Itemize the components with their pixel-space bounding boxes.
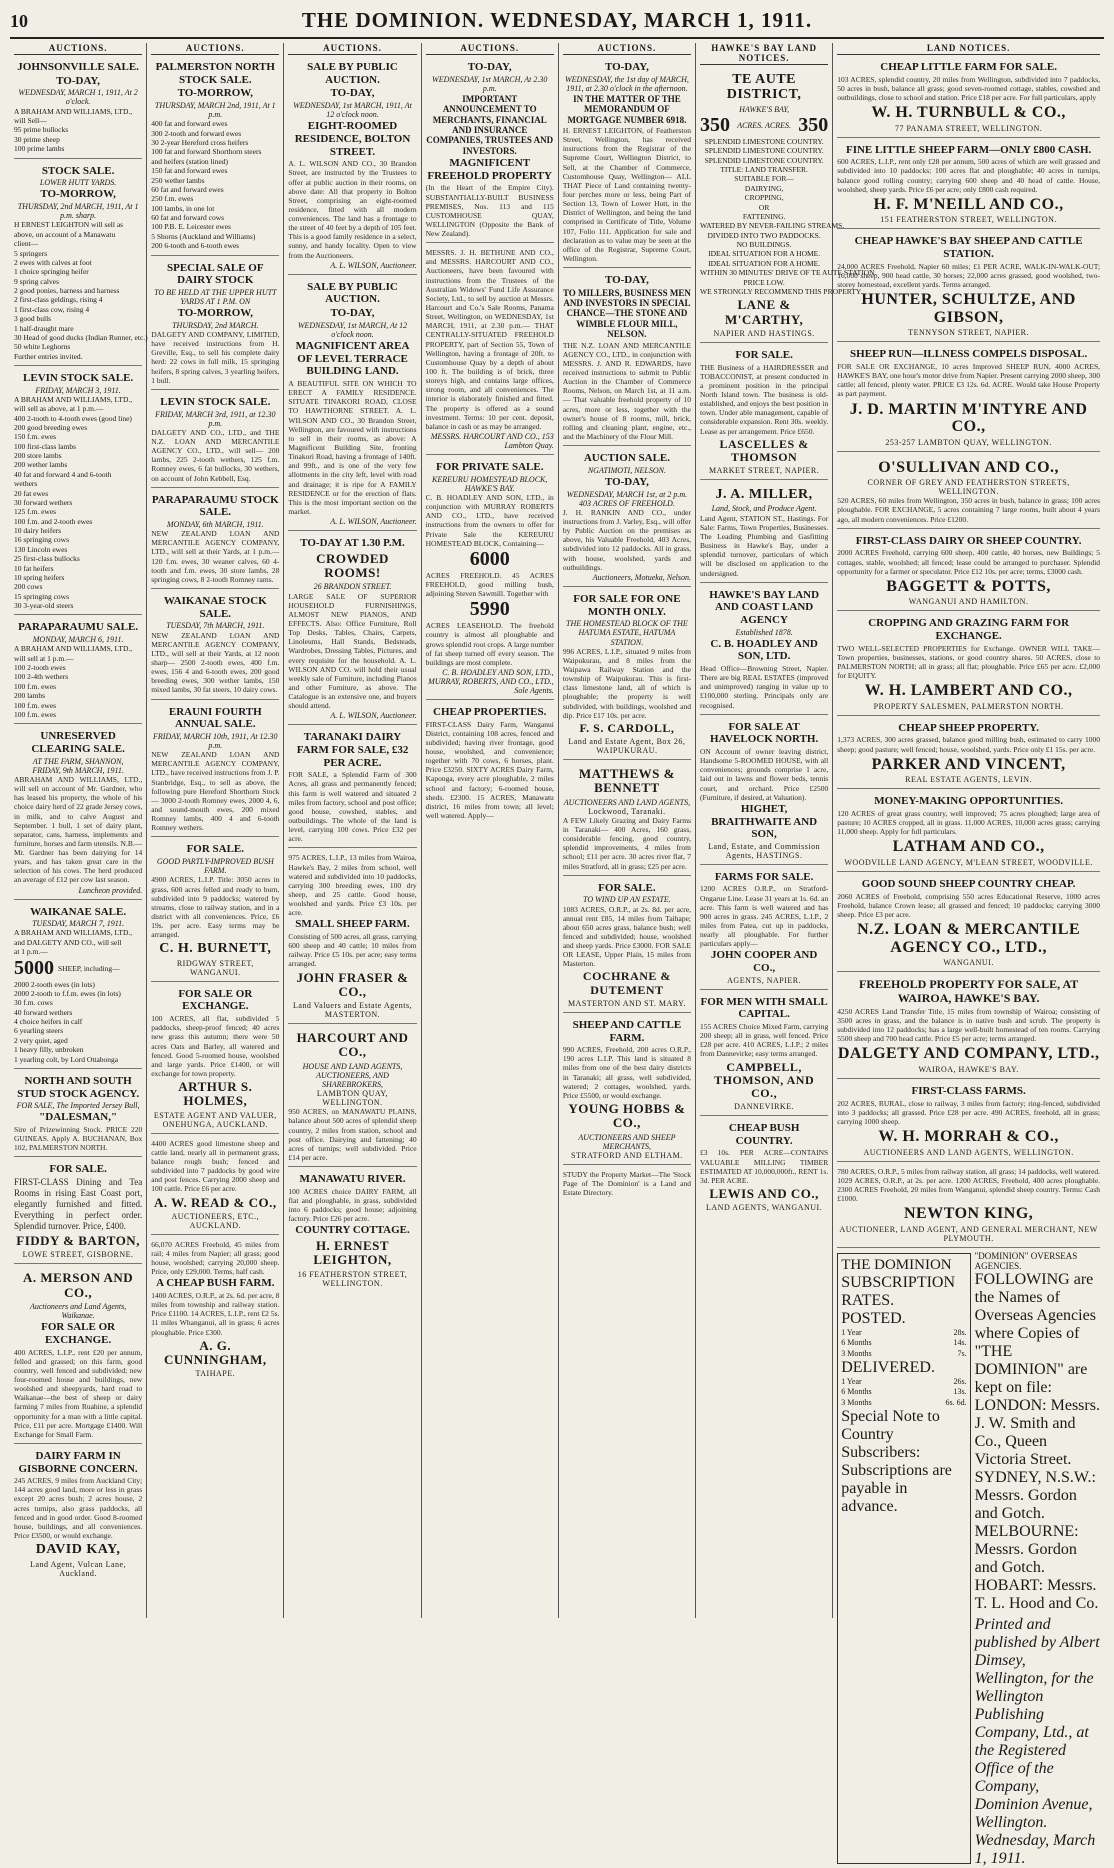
tea-rooms-sale: FOR SALE. FIRST-CLASS Dining and Tea Rooms in rising East Coast port, elegantly furnished and fitted. Everything in perfect order. Splendid turnover. Price, £400. FIDDY & BARTON, LOWE STREET, GISBORNE. <box>14 1160 142 1264</box>
cheap-properties: CHEAP PROPERTIES. FIRST-CLASS Dairy Farm, Wanganui District, containing 108 acres, fenced and subdivided; having river frontage, good house, woolshed, and convenience; together with 70 cows, 6 horses, plant. Price £3250. SIXTY ACRES Dairy Farm, Kaponga, every acre ploughable, 2 miles school and factory; 6-roomed house, sheds. £2300. 15 ACRES, Manawatu district, 16 miles from town; all level; well watered. Apply— <box>425 706 554 821</box>
columns <box>10 43 1104 1867</box>
auction-levin: LEVIN STOCK SALE. FRIDAY, MARCH 3, 1911. A BRAHAM AND WILLIAMS, LTD., will sell as above, at 1 p.m.— 400 2-tooth to 4-tooth ewes (good line) 200 good breeding ewes 150 f.m. ewes 100 first-class lambs 200 store lambs 200 wether lambs 40 fat and forward 4 and 6-tooth wethers 20 fat ewes 30 forward wethers 125 f.m. ewes 100 f.m. and 2-tooth ewes 10 dairy heifers 16 springing cows 130 Lincoln ewes 25 first-class bullocks 10 fat heifers 10 spring heifers 200 cows 15 springing cows 30 3-year-old steers <box>14 369 142 615</box>
column-header: AUCTIONS. <box>151 43 279 55</box>
harcourt-ad: HARCOURT AND CO., HOUSE AND LAND AGENTS, AUCTIONEERS, AND SHAREBROKERS, LAMBTON QUAY, WELLINGTON. 950 ACRES, on MANAWATU PLAINS, balance about 500 acres of splendid sheep country, 2 miles from station, school and post office. Dairying and fattening; 40 acres of turnips; well subdivided. Price £14 per acre. <box>288 1027 416 1167</box>
levin-stock-sale: LEVIN STOCK SALE. FRIDAY, MARCH 3rd, 1911, at 12.30 p.m. DALGETY AND CO., LTD., and THE N.Z. LOAN AND MERCANTILE AGENCY CO., LTD., will sell— 200 lambs, 225 2-tooth wethers, 125 f.m. Romney ewes, 6 fat bullocks, 30 wethers, on account of John Kebbell, Esq. <box>151 393 279 488</box>
osullivan-ad: O'SULLIVAN AND CO., CORNER OF GREY AND FEATHERSTON STREETS, WELLINGTON. 520 ACRES, 60 miles from Wellington, 350 acres in bush, balance in grass; 100 acres ploughable. FOR EXCHANGE, 5 acres containing 7 large rooms, built about 4 years ago, all modern conveniences. Price £1200. <box>837 455 1100 529</box>
hawkes-bay-land-agency: HAWKE'S BAY LAND AND COAST LAND AGENCY Established 1878. C. B. HOADLEY AND SON, LTD. Head Office—Browning Street, Napier. There are big REAL ESTATES (improved and unimproved) ranging in value up to £100,000 sterling. Principals only are recognised. <box>700 586 828 715</box>
merson-ad: A. MERSON AND CO., Auctioneers and Land Agents, Waikanae. FOR SALE OR EXCHANGE. 400 ACRES, L.I.P., rent £20 per annum, felled and grassed; on this farm, good country, well fenced and subdivided; new four-roomed house and buildings, new woolshed and sheepyards, hard road to Waikanae—the best of sheep or dairy farming 7 miles from Ruahine, a splendid opportunity for a man with a little capital. Price, £11 per acre. Mortgage £1400. Will Exchange for Small Farm. <box>14 1267 142 1444</box>
bethune-harcourt-ad: MESSRS. J. H. BETHUNE AND CO., and MESSRS. HARCOURT AND CO., Auctioneers, have been favoured with instructions from the Trustees of the Australian Widows' Fund Life Assurance Society, Ltd., to sell by auction at Messrs. Harcourt and Co.'s Sale Rooms, Panama Street, Wellington, on WEDNESDAY, 1st MARCH, 1911, at 2.30 p.m.— THAT CENTRALLY-SITUATED FREEHOLD PROPERTY, part of Section 55, Town of Wellington, having a frontage of 20ft. to Customhouse Quay by a depth of about 100 ft. The building is of brick, three storeys high, and contains large offices, strong room, and all conveniences. The interior is elaborately finished and fitted. The property is offered as a sound investment. Terms: 10 per cent. deposit, balance in cash or as may be arranged. MESSRS. HARCOURT AND CO., 153 Lambton Quay. <box>426 246 554 455</box>
column-header: AUCTIONS. <box>563 43 691 55</box>
bolton-street-auction: SALE BY PUBLIC AUCTION. TO-DAY, WEDNESDAY, 1st MARCH, 1911, At 12 o'clock noon. EIGHT-ROOMED RESIDENCE, BOLTON STREET. A. L. WILSON AND CO., 30 Brandon Street, are instructed by the Trustees to offer at public auction in their rooms, on above date: All that property in Bolton Street, comprising an eight-roomed residence, fitted with all modern conveniences. The land has a frontage to the street of 40 feet by a depth of 105 feet. This is a good family residence in a select, sunny, and handy locality. Open to view from the Auctioneers. A. L. WILSON, Auctioneer. <box>288 58 416 275</box>
lambert-ad: CROPPING AND GRAZING FARM FOR EXCHANGE. TWO WELL-SELECTED PROPERTIES for Exchange. OWNER WILL TAKE—Town properties, businesses, stations, or good country shares. 50 ACRES, close to PALMERSTON NORTH; all in grass; all flat; ploughable. Price £65 per acre. £2,000 for EQUITY. W. H. LAMBERT AND CO., PROPERTY SALESMEN, PALMERSTON NORTH. <box>837 614 1100 715</box>
fraser-ad: 975 ACRES, L.I.P., 13 miles from Wairoa, Hawke's Bay, 2 miles from school, well watered and subdivided into 10 paddocks, carrying 300 breeding ewes, 100 dry sheep, and 25 cattle. Good house, woolshed and yards. Price £3 10s. per acre. SMALL SHEEP FARM. Consisting of 500 acres, all grass, carrying 600 sheep and 40 cattle; 10 miles from railway. Price £5 10s. per acre; easy terms arranged. JOHN FRASER & CO., Land Valuers and Estate Agents, MASTERTON. <box>288 851 416 1024</box>
mcneill-ad: FINE LITTLE SHEEP FARM—ONLY £800 CASH. 600 ACRES, L.I.P., rent only £28 per annum, 500 acres of which are well grassed and subdivided into 10 paddocks; 100 acres flat and ploughable; 40 acres in turnips, balance good rolling country; carrying 600 sheep and 40 head of cattle. House, woolshed, sheep yards. Price £6 per acre; only £800 cash required. H. F. M'NEILL AND CO., 151 FEATHERSTON STREET, WELLINGTON. <box>837 141 1100 230</box>
palmerston-stock-sale: PALMERSTON NORTH STOCK SALE. TO-MORROW, THURSDAY, MARCH 2nd, 1911, At 1 p.m. 400 fat and forward ewes 300 2-tooth and forward ewes 30 2-year Hereford cross heifers 100 fat and forward Shorthorn steers and heifers (station lined) 150 fat and forward ewes 250 wether lambs 60 fat and forward ewes 250 f.m. ewes 100 lambs, in one lot 60 fat and forward cows 100 P.B. E. Leicester ewes 5 Shorns (Auckland and Williams) 200 6-tooth and 6-tooth ewes <box>151 58 279 256</box>
column-header: AUCTIONS. <box>288 43 416 55</box>
cooper-farms: FARMS FOR SALE. 1200 ACRES O.R.P., on Stratford-Ongarue Line. Lease 31 years at 1s. 6d. an acre. This farm is well watered and has 900 acres in grass. 245 ACRES, L.I.P., 2 miles from Patea, cut up in paddocks, nearly all ploughable. For further particulars apply— JOHN COOPER AND CO., AGENTS, NAPIER. <box>700 868 828 990</box>
bush-farm-sale: FOR SALE. GOOD PARTLY-IMPROVED BUSH FARM. 4900 ACRES, L.I.P. Title: 3050 acres in grass, 600 acres felled and ready to burn, subdivided into 9 paddocks; watered by streams, close to railway station, and in a district with all conveniences. Price, £6 19s. per acre. Easy terms may be arranged. C. H. BURNETT, RIDGWAY STREET, WANGANUI. <box>151 840 279 981</box>
column-header: AUCTIONS. <box>426 43 554 55</box>
havelock-north-house: FOR SALE AT HAVELOCK NORTH. ON Account of owner leaving district, Handsome 5-ROOMED HOUSE, with all conveniences; grounds comprise 1 acre, laid out in lawns and flower beds, tennis court, and orchard. Price £2500 (Furniture, if desired, at Valuation). HIGHET, BRAITHWAITE AND SON, Land, Estate, and Commission Agents, HASTINGS. <box>700 718 828 865</box>
crowded-rooms-auction: TO-DAY AT 1.30 P.M. CROWDED ROOMS! 26 BRANDON STREET. LARGE SALE OF SUPERIOR HOUSEHOLD FURNISHINGS, ALMOST NEW PIANOS, AND EFFECTS. Also: Office Furniture, Roll Top Desks, Tables, Chairs, Carpets, Linoleums, Hall Stands, Bedsteads, Wardrobes, Dressing Tables, Pictures, and every requisite for the household. A. L. WILSON AND CO. will hold their usual weekly sale of Furniture, including Pianos and other Furniture, as above. The Catalogue is an extensive one, and buyers should attend. A. L. WILSON, Auctioneer. <box>288 534 416 725</box>
paraparaumu-stock-sale: PARAPARAUMU STOCK SALE. MONDAY, 6th MARCH, 1911. NEW ZEALAND LOAN AND MERCANTILE AGENCY COMPANY, LTD., will sell at their Yards, at 1 p.m.— 120 f.m. ewes, 30 weaner calves, 60 4-tooth and f.m. ewes, 30 store lambs, 28 springing cows, 8 2-tooth Romney rams. <box>151 491 279 589</box>
column-5 <box>559 43 696 1618</box>
leighton-ad: MANAWATU RIVER. 100 ACRES choice DAIRY FARM, all flat and ploughable, in grass, subdivided into 6 paddocks; good house; adjoining factory. Price £26 per acre. COUNTRY COTTAGE. H. ERNEST LEIGHTON, 16 FEATHERSTON STREET, WELLINGTON. <box>288 1173 417 1288</box>
column-6 <box>696 43 877 1618</box>
nz-loan-ad: GOOD SOUND SHEEP COUNTRY CHEAP. 2060 ACRES of Freehold, comprising 550 acres Educational Reserve, 1000 acres Freehold, balance Crown lease; all grassed and fenced; 10 paddocks; carrying 3000 sheep. Price £3 per acre. N.Z. LOAN & MERCANTILE AGENCY CO., LTD., WANGANUI. <box>837 875 1100 972</box>
waikanae-stock-sale: WAIKANAE STOCK SALE. TUESDAY, 7th MARCH, 1911. NEW ZEALAND LOAN AND MERCANTILE AGENCY COMPANY, LTD., will sell at their Yards, at 12 noon sharp— 2500 2-tooth ewes, 400 f.m. ewes, 156 4 and 6-tooth ewes, 200 good breeding ewes, 300 wether lambs, 150 mixed lambs, 30 fat steers, 10 dairy cows. <box>151 592 279 699</box>
morrah-ad: FIRST-CLASS FARMS. 202 ACRES, RURAL, close to railway, 3 miles from factory; ring-fenced, subdivided into 3 paddocks; all grassed. Price £28 per acre. 490 ACRES, freehold, all in grass; carrying 1000 sheep. W. H. MORRAH & CO., AUCTIONEERS AND LAND AGENTS, WELLINGTON. <box>837 1082 1100 1162</box>
baggett-potts-ad: FIRST-CLASS DAIRY OR SHEEP COUNTRY. 2000 ACRES Freehold, carrying 600 sheep, 400 cattle, 40 horses, new Buildings; 5 cottages, stable, woolshed; all fenced; lease could be arranged to purchaser. Splendid opportunity for a farmer or speculator. Price £12 10s. per acre; terms, £3000 cash. BAGGETT & POTTS, WANGANUI AND HAMILTON. <box>837 532 1100 612</box>
column-3 <box>284 43 421 1618</box>
subscription-rates: THE DOMINION SUBSCRIPTION RATES. POSTED. 1 Year 28s. 6 Months 14s. 3 Months 7s. DELIVERED. 1 Year 26s. 6 Months 13s. 3 Months 6s. 6d. Special Note to Country Subscribers: Subscriptions are payable in advance. <box>837 1253 970 1864</box>
column-header: HAWKE'S BAY LAND NOTICES. <box>700 43 828 65</box>
cheap-bush-country: CHEAP BUSH COUNTRY. £3 10s. PER ACRE—CONTAINS VALUABLE MILLING TIMBER ESTIMATED AT 10,000,000ft., RENT 1s. 3d. PER ACRE. LEWIS AND CO., LAND AGENTS, WANGANUI. <box>700 1122 829 1213</box>
column-2 <box>147 43 284 1618</box>
column-4 <box>422 43 559 1618</box>
holmes-ad: FOR SALE OR EXCHANGE. 100 ACRES, all flat, subdivided 5 paddocks, sheep-proof fenced; 40 acres new grass this autumn; there were 50 acres Oats and Barley, all watered and fenced. Good 5-roomed house, woolshed and large yards. Price £1400, or will exchange for town property. ARTHUR S. HOLMES, ESTATE AGENT AND VALUER, ONEHUNGA, AUCKLAND. <box>151 985 279 1134</box>
small-capital-ad: FOR MEN WITH SMALL CAPITAL. 155 ACRES Choice Mixed Farm, carrying 200 sheep; all in grass, well fenced. Price £28 per acre. 410 ACRES, L.I.P.; 2 miles from Dannevirke; easy terms arranged. CAMPBELL, THOMSON, AND CO., DANNEVIRKE. <box>700 993 828 1116</box>
newton-king-ad: 780 ACRES, O.R.P., 5 miles from railway station, all grass; 14 paddocks, well watered. 1029 ACRES, O.R.P., at 2s. per acre. 1200 ACRES, Freehold, 400 acres ploughable. 2300 ACRES Freehold, 20 miles from Wanganui, splendid sheep country. Terms: Cash £1000. NEWTON KING, AUCTIONEER, LAND AGENT, AND GENERAL MERCHANT, NEW PLYMOUTH. <box>837 1165 1100 1248</box>
martin-mcintyre-ad: SHEEP RUN—ILLNESS COMPELS DISPOSAL. FOR SALE OR EXCHANGE, 10 acres Improved SHEEP RUN, 4000 ACRES, HAWKE'S BAY, one hour's motor drive from Napier. Present carrying 2000 sheep, 300 cattle; all fenced, plenty water. PRICE £3 12s. 6d. ACRE. Would take House Property as part payment. J. D. MARTIN M'INTYRE AND CO., 253-257 LAMBTON QUAY, WELLINGTON. <box>837 345 1100 451</box>
wind-up-estate: FOR SALE. TO WIND UP AN ESTATE. 1083 ACRES, O.R.P., at 2s. 8d. per acre, annual rent £85, 14 miles from Taihape; about 650 acres grass, balance bush; well fenced and subdivided; house, woolshed and sheep yards. Price £3000. FOR SALE OR LEASE, Upper Plain, 15 miles from Masterton. COCHRANE & DUTEMENT MASTERTON AND ST. MARY. <box>563 879 691 1013</box>
column-header: AUCTIONS. <box>14 43 142 55</box>
matthews-bennett-ad: MATTHEWS & BENNETT AUCTIONEERS AND LAND AGENTS, Lockwood, Taranaki. A FEW Likely Grazing and Dairy Farms in Taranaki— 400 Acres, 160 grass, considerable fencing, good country, splendid improvements, 4 miles from school; £11 per acre. 30 acres river flat, 7 miles Stratford, all in grass; £25 per acre. <box>563 763 691 876</box>
latham-ad: MONEY-MAKING OPPORTUNITIES. 120 ACRES of great grass country, well improved; 75 acres ploughed; large area of pasture; 10 ACRES cropped, all in grass. 11,000 ACRES, 10,000 acres grass; carrying 11,000 sheep. Apply for full particulars. LATHAM AND CO., WOODVILLE LAND AGENCY, M'LEAN STREET, WOODVILLE. <box>837 792 1100 872</box>
masthead-title: THE DOMINION. WEDNESDAY, MARCH 1, 1911. <box>301 8 813 32</box>
read-ad: 4400 ACRES good limestone sheep and cattle land, nearly all in permanent grass, balance rough bush; fenced and subdivided into 7 paddocks by good wire and post fences. Carrying 2000 sheep and 100 cattle. Price £6 per acre. A. W. READ & CO., AUCTIONEERS, ETC., AUCKLAND. <box>151 1137 279 1235</box>
auction-johnsonville: JOHNSONVILLE SALE. TO-DAY, WEDNESDAY, MARCH 1, 1911, At 2 o'clock. A BRAHAM AND WILLIAMS, LTD., will Sell— 95 prime bullocks 30 prime sheep 100 prime lambs <box>14 58 142 159</box>
auction-paraparaumu: PARAPARAUMU SALE. MONDAY, MARCH 6, 1911. A BRAHAM AND WILLIAMS, LTD., will sell at 1 p.m.— 100 2-tooth ewes 100 2-4th wethers 100 f.m. ewes 200 lambs 100 f.m. ewes 100 f.m. ewes <box>14 618 142 724</box>
hunter-schultze-ad: CHEAP HAWKE'S BAY SHEEP AND CATTLE STATION. 24,000 ACRES Freehold, Napier 60 miles; £1 PER ACRE, WALK-IN-WALK-OUT; 16,000 sheep, 900 head cattle, 30 horses; 22,000 acres grassed, good woolshed, two-storey homestead, excellent yards. Terms arranged. HUNTER, SCHULTZE, AND GIBSON, TENNYSON STREET, NAPIER. <box>837 232 1100 342</box>
ngatimoti-auction: AUCTION SALE. NGATIMOTI, NELSON. TO-DAY, WEDNESDAY, MARCH 1st, at 2 p.m. 403 ACRES OF FREEHOLD. J. H. RANKIN AND CO., under instructions from J. Varley, Esq., will offer by Public Auction on the premises as above, his Valuable Freehold, 403 Acres, subdivided into 12 paddocks. All in grass, with house, woolshed, yards and outbuildings. Auctioneers, Motueka, Nelson. <box>563 449 691 587</box>
auction-waikanae: WAIKANAE SALE. TUESDAY, MARCH 7, 1911. A BRAHAM AND WILLIAMS, LTD., and DALGETY AND CO., will sell at 1 p.m.— 5000 SHEEP, including— 2000 2-tooth ewes (in lots) 2000 2-tooth to f.f.m. ewes (in lots) 30 f.m. cows 40 forward wethers 4 choice heifers in calf 6 yearling steers 2 very quiet, aged 1 heavy filly, unbroken 1 yearling colt, by Lord Ottabonga <box>14 903 142 1069</box>
masthead <box>10 8 1104 39</box>
column-1 <box>10 43 147 1618</box>
auction-shannon: UNRESERVED CLEARING SALE. AT THE FARM, SHANNON, FRIDAY, 9th MARCH, 1911. ABRAHAM AND WILLIAMS, LTD., will sell on account of Mr. Gardner, who has leased his property, the whole of his choice dairy herd of 22 grade Jersey cows, in milk, and to calve August and September. 1 bull, 1 set of dairy plant, separator, cans, harness, implements and furniture, horses and farm utensils. N.B.—Mr. Gardner has been dairying for 14 years, and has taken great care in the selection of his cows. The herd produced an average of £12 per cow last season. Luncheon provided. <box>14 727 142 899</box>
dairy-farm-gisborne: DAIRY FARM IN GISBORNE CONCERN. 245 ACRES, 9 miles from Auckland City; 144 acres good land, more or less in grass except 20 acres bush; 2 acres house, 2 acres turnips, also grass paddocks, all fenced and in good order. Good 8-roomed house, buildings, and all conveniences. Price £3500, or would exchange. DAVID KAY, Land Agent, Vulcan Lane, Auckland. <box>14 1449 143 1578</box>
page-number: 10 <box>10 11 28 31</box>
mortgage-sale: TO-DAY, WEDNESDAY, the 1st day of MARCH, 1911, at 2.30 o'clock in the afternoon. IN THE MATTER OF THE MEMORANDUM OF MORTGAGE NUMBER 6918. H. ERNEST LEIGHTON, of Featherston Street, Wellington, has received instructions from the Registrar of the Supreme Court, Wellington District, to Sell, at the Chamber of Commerce, Customhouse Quay, Wellington— ALL THAT Piece of Land containing twenty-four perches more or less, being Part of Section 13, Town of Lower Hutt, in the District of Wellington, and being the land comprised in Certificate of Title, Volume 107, Folio 111. Application for sale and declaration as to value may be seen at the office of the Registrar, Supreme Court, Wellington. <box>563 58 691 268</box>
overseas-agencies: "DOMINION" OVERSEAS AGENCIES. FOLLOWING are the Names of Overseas Agencies where Copies of "THE DOMINION" are kept on file: LONDON: Messrs. J. W. Smith and Co., Queen Victoria Street. SYDNEY, N.S.W.: Messrs. Gordon and Gotch. MELBOURNE: Messrs. Gordon and Gotch. HOBART: Messrs. T. L. Hood and Co. Printed and published by Albert Dimsey, Wellington, for the Wellington Publishing Company, Ltd., at the Registered Office of the Company, Dominion Avenue, Wellington. Wednesday, March 1, 1911. <box>974 1250 1100 1867</box>
stud-stock-agency: NORTH AND SOUTH STUD STOCK AGENCY. FOR SALE, The Imported Jersey Bull, "DALESMAN," Sire of Prizewinning Stock. PRICE 220 GUINEAS. Apply A. BUCHANAN, Box 102, PALMERSTON NORTH. <box>14 1072 142 1158</box>
stock-page-note: STUDY the Property Market—The 'Stock Page of The Dominion' is a Land and Estate Directory. <box>562 1169 692 1198</box>
hatuma-estate: FOR SALE FOR ONE MONTH ONLY. THE HOMESTEAD BLOCK OF THE HATUMA ESTATE, HATUMA STATION. 996 ACRES, L.I.P., situated 9 miles from Waipukurau, and 8 miles from the Waipawa Railway Station and the township of Waipukurau. This is first-class limestone land, all of which is ploughable; the property is well subdivided, with buildings, woolshed and dip. Price £17 10s. per acre. F. S. CARDOLL, Land and Estate Agent, Box 26, WAIPUKURAU. <box>563 590 691 760</box>
erauni-annual-sale: ERAUNI FOURTH ANNUAL SALE. FRIDAY, MARCH 10th, 1911, At 12.30 p.m. NEW ZEALAND LOAN AND MERCANTILE AGENCY COMPANY, LTD., have received instructions from J. P. Stanbridge, Esq., to sell as above, the following pure Hereford Shorthorn Stock— 3000 2-tooth Romney ewes, 2000 4, 6, and sound-mouth ewes, 200 mixed Romney lambs, 400 4 and 6-tooth Romney wethers. <box>151 703 279 838</box>
parker-vincent-ad: CHEAP SHEEP PROPERTY. 1,373 ACRES, 300 acres grassed, balance good milling bush, estimated to carry 1000 sheep; good pasture; well fenced; house, woolshed, yards. Price only £1 15s. per acre. PARKER AND VINCENT, REAL ESTATE AGENTS, LEVIN. <box>837 719 1100 790</box>
column-7 <box>833 43 1104 1867</box>
column-header: LAND NOTICES. <box>837 43 1100 55</box>
customhouse-quay-auction: TO-DAY, WEDNESDAY, 1st MARCH, At 2.30 p.m. IMPORTANT ANNOUNCEMENT TO MERCHANTS, FINANCIAL AND INSURANCE COMPANIES, TRUSTEES AND INVESTORS. MAGNIFICENT FREEHOLD PROPERTY (In the Heart of the Empire City). SUBSTANTIALLY-BUILT BUSINESS PREMISES, Nos. 113 and 115 CUSTOMHOUSE QUAY, WELLINGTON (Opposite the Bank of New Zealand). <box>426 58 554 243</box>
special-dairy-stock-sale: SPECIAL SALE OF DAIRY STOCK TO BE HELD AT THE UPPER HUTT YARDS AT 1 P.M. ON TO-MORROW, THURSDAY, 2nd MARCH. DALGETY AND COMPANY, LIMITED, have received instructions from H. Greville, Esq., to sell his complete dairy herd: 22 cows in full milk, 15 springing heifers, 8 spring calves, 3 yearling heifers, 1 bull. <box>151 259 279 390</box>
hairdresser-business: FOR SALE. THE Business of a HAIRDRESSER and TOBACCONIST, at present conducted in a prominent position in the principal North Island town. The business is old-established, and enjoys the best position in town. Under able management, capable of considerable expansion. Rent 30s. weekly. Lease as per arrangement. Price £650. LASCELLES & THOMSON MARKET STREET, NAPIER. <box>700 346 828 480</box>
dalgety-wairoa-ad: FREEHOLD PROPERTY FOR SALE, AT WAIROA, HAWKE'S BAY. 4250 ACRES Land Transfer Title, 15 miles from township of Wairoa; consisting of 3500 acres in grass, and the balance is in native bush and scrub. The property is subdivided into 12 paddocks; has a large well-built homestead of ten rooms. Carrying 5500 sheep and 700 head cattle. Price £5 per acre; terms arranged. DALGETY AND COMPANY, LTD., WAIROA, HAWKE'S BAY. <box>837 975 1100 1079</box>
cunningham-ad: 66,070 ACRES Freehold, 45 miles from rail; 4 miles from Napier; all grass; good house, woolshed; carrying 20,000 sheep. Price, only £29,000. Terms, half cash. A CHEAP BUSH FARM. 1400 ACRES, O.R.P., at 2s. 6d. per acre, 8 miles from township and railway station. Price £1100. 14 ACRES, L.I.P., rent £2 5s. 11 miles Whanganui, all in grass; 6 acres ploughable. Price £300. A. G. CUNNINGHAM, TAIHAPE. <box>151 1239 280 1379</box>
tinakori-road-auction: SALE BY PUBLIC AUCTION. TO-DAY, WEDNESDAY, 1st MARCH, At 12 o'clock noon. MAGNIFICENT AREA OF LEVEL TERRACE BUILDING LAND. A BEAUTIFUL SITE ON WHICH TO ERECT A FAMILY RESIDENCE. SITUATE TINAKORI ROAD, CLOSE TO HAWTHORNE STREET. A. L. WILSON AND CO., 30 Brandon Street, Wellington, are favoured with instructions to sell in their rooms, as above: A Magnificent Building Site, fronting Tinakori Road, having a frontage of 140ft. and 99ft., and is one of the very few allotments in the city left, level with road and drainage; it is ripe for A FAMILY RESIDENCE or for the erection of flats. This is the most important section on the market. A. L. WILSON, Auctioneer. <box>288 278 416 531</box>
sheep-cattle-farm: SHEEP AND CATTLE FARM. 990 ACRES, Freehold, 200 acres O.R.P., 190 acres L.I.P. This land is situated 8 miles from one of the best dairy districts in Taranaki; all grass, well subdivided, watered; 2 cottages, woolshed, yards. Price £5500, or would exchange. YOUNG HOBBS & CO., AUCTIONEERS AND SHEEP MERCHANTS, STRATFORD AND ELTHAM. <box>563 1016 691 1165</box>
auction-lower-hutt: STOCK SALE. LOWER HUTT YARDS. TO-MORROW, THURSDAY, 2nd MARCH, 1911, At 1 p.m. sharp. H ERNEST LEIGHTON will sell as above, on account of a Manawatu client— 5 springers 2 ewes with calves at foot 1 choice springing heifer 9 spring calves 2 good ponies, harness and harness 2 first-class geldings, rising 4 1 first-class cow, rising 4 3 good bulls 1 half-draught mare 30 Head of good ducks (Indian Runner, etc.) 50 white Leghorns Further entries invited. <box>14 162 142 366</box>
miller-ad: J. A. MILLER, Land, Stock, and Produce Agent. Land Agent, STATION ST., Hastings. For Sale: Farms, Town Properties, Businesses. The Leading Plumbing and Gasfitting Business in Hawke's Bay, under a splendid turnover, particulars of which will be disclosed on application to the undersigned. <box>700 483 828 583</box>
te-aute-district: TE AUTE DISTRICT, HAWKE'S BAY, 350 ACRES. ACRES. 350 SPLENDID LIMESTONE COUNTRY. SPLENDID LIMESTONE COUNTRY. SPLENDID LIMESTONE COUNTRY. TITLE: LAND TRANSFER. SUITABLE FOR— DAIRYING, CROPPING, OR FATTENING. WATERED BY NEVER-FAILING STREAMS. DIVIDED INTO TWO PADDOCKS. NO BUILDINGS. IDEAL SITUATION FOR A HOME. IDEAL SITUATION FOR A HOME. WITHIN 30 MINUTES' DRIVE OF TE AUTE STATION. PRICE LOW. WE STRONGLY RECOMMEND THIS PROPERTY. LANE & M'CARTHY, NAPIER AND HASTINGS. <box>700 68 828 343</box>
turnbull-ad: CHEAP LITTLE FARM FOR SALE. 103 ACRES, splendid country, 20 miles from Wellington, subdivided into 7 paddocks, 50 acres in bush, balance all grass; good seven-roomed cottage, stables, cowshed and outbuildings, close to school and station. Price £18 per acre. For full particulars, apply W. H. TURNBULL & CO., 77 PANAMA STREET, WELLINGTON. <box>837 58 1100 138</box>
taranaki-dairy-farm: TARANAKI DAIRY FARM FOR SALE, £32 PER ACRE. FOR SALE, a Splendid Farm of 300 Acres, all grass and permanently fenced; this farm is well watered and situated 2 miles from factory, school and post office; good house, cowshed, stables, and outbuildings. The whole of the land is level, carrying 100 cows. Price £32 per acre. <box>288 728 416 848</box>
kereuru-homestead: FOR PRIVATE SALE. KEREURU HOMESTEAD BLOCK, HAWKE'S BAY. C. B. HOADLEY AND SON, LTD., in conjunction with MURRAY ROBERTS AND CO., LTD., have received instructions from the owners to offer for Private Sale the KEREURU HOMESTEAD BLOCK, Containing— 6000 ACRES FREEHOLD. 45 ACRES FREEHOLD, good milling bush, adjoining Steven Sawmill. Together with 5990 ACRES LEASEHOLD. The freehold country is almost all ploughable and grows splendid root crops. A large number of fat sheep turned off every season. The buildings are most complete. C. B. HOADLEY AND SON, LTD., MURRAY, ROBERTS, AND CO., LTD., Sole Agents. <box>426 458 554 700</box>
flour-mill-sale: TO-DAY, TO MILLERS, BUSINESS MEN AND INVESTORS IN SPECIAL CHANCE—THE STONE AND WIMBLE FLOUR MILL, NELSON. THE N.Z. LOAN AND MERCANTILE AGENCY CO., LTD., in conjunction with MESSRS. J. AND R. EDWARDS, have received instructions to submit to Public Auction in the Chamber of Commerce Rooms, Nelson, on March 1st, at 11 a.m.— That valuable freehold property of 10 acres, more or less, together with the owner's house of 8 rooms, mill, brick, rolling and cleaning plant, engine, etc., and the Machinery of the Flour Mill. <box>563 271 691 446</box>
footer-boxes <box>837 1251 1100 1868</box>
